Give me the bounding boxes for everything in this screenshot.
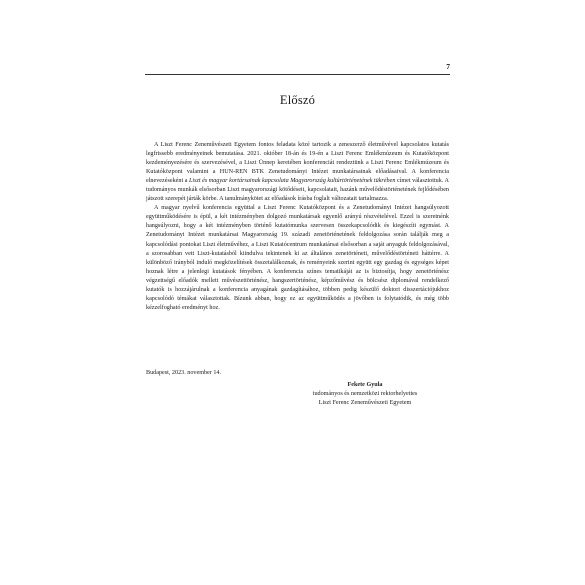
place-date: Budapest, 2023. november 14. bbox=[146, 370, 222, 376]
signer-name: Fekete Gyula bbox=[347, 382, 383, 388]
paragraph-1-text-b: címet választottuk. A tudományos munkák elsősorban Liszt magyarországi kötődéseit, kapcsolatait, hazánk művelődéstörténetének fejlődésében játszott szerepét járták körbe. A tanulmánykötet az előadások írásba foglalt változatait tartalmazza. bbox=[146, 178, 449, 203]
conference-title-italic: Liszt és magyar kortársainak kapcsolata Magyarország kultúrtörténetének tükrében bbox=[188, 178, 396, 185]
signer-title-1: tudományos és nemzetközi rektorhelyettes bbox=[312, 391, 418, 397]
paragraph-2: A magyar nyelvű konferencia együttal a Liszt Ferenc Kutatóközpont és a Zenetudományi Intézet hangsúlyozott együttműködésére is épül, a két intézményben dolgozó munkatársak egyenlő arányú részvételével. Ezzel is szeretnénk hangsúlyozni, hogy a két intézményben történő kutatómunka szervesen összekapcsolódik és kiegészíti egymást. A Zenetudományi Intézet munkatársai Magyarország 19. századi zenetörténetének feldolgozása során találják meg a kapcsolódási pontokat Liszt életművéhez, a Liszt Kutatócentrum munkatársai elsősorban a saját anyaguk feldolgozásával, a szorosabban vett Liszt-kutatásból kiindulva tekintenek ki az általános zenetörténeti, művelődéstörténeti háttérre. A különböző irányból induló megközelítések összetalálkoznak, és reményeink szerint együtt egy gazdag és egységes képet hoznak létre a jelenlegi kutatások fényében. A konferencia színes tematikáját az is biztosítja, hogy zenetörténész végzettségű előadók mellett művészettörténész, hangszertörténész, képzőművész és bölcsész diplomával rendelkező kutatók is hozzájárulnak a konferencia anyagának gazdagításához, többen pedig készülő doktori disszertációjukhoz kapcsolódó témákat választottak. Bízunk abban, hogy ez az együttműködés a jövőben is folytatódik, és még több kézzelfogható eredményt hoz. bbox=[146, 205, 449, 311]
page-number: 7 bbox=[446, 62, 450, 71]
header-rule bbox=[145, 74, 450, 75]
body-text bbox=[146, 141, 449, 313]
page-title: Előszó bbox=[279, 93, 316, 107]
paragraph-1 bbox=[146, 141, 449, 204]
signer-title-2: Liszt Ferenc Zeneművészeti Egyetem bbox=[318, 400, 412, 406]
paragraph-1-text-a: A Liszt Ferenc Zeneművészeti Egyetem fontos feladata közé tartozik a zeneszerző életművével kapcsolatos kutatás legfrissebb eredményeinek bemutatása. 2021. október 18-án és 19-én a Liszt Ferenc Emlékmúzeum és Kutatóközpont kezdeményezésére és szervezésével, a Liszt Ünnep keretében konferenciát rendeztünk a Liszt Ferenc Emlékmúzeum és Kutatóközpont valamint a HUN-REN BTK Zenetudományi Intézet munkatársainak előadásaival. A konferencia elnevezéseként a bbox=[146, 142, 449, 185]
signature-block bbox=[270, 381, 460, 408]
